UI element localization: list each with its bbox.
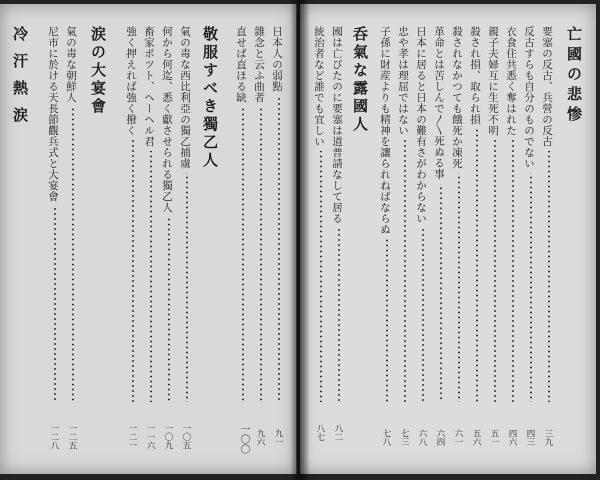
toc-entry xyxy=(486,26,501,406)
book-gutter xyxy=(290,0,310,480)
entry-title: 國は亡びたのに要塞は道普請なして居る xyxy=(331,26,343,224)
section-heading: 敬服すべき獨乙人 xyxy=(201,26,219,170)
page-number: 三九 xyxy=(543,429,553,446)
toc-entry xyxy=(160,26,175,406)
dot-leader xyxy=(181,173,193,402)
toc-entry xyxy=(124,26,139,406)
dot-leader xyxy=(381,239,393,402)
section-heading: 冷汗熱涙 xyxy=(11,26,29,134)
dot-leader xyxy=(333,228,345,402)
page-number: 一〇九 xyxy=(163,424,173,450)
entry-title: 統治者など誰でも宜しい xyxy=(313,26,325,147)
dot-leader xyxy=(399,140,411,402)
toc-entry xyxy=(330,26,345,406)
dot-leader xyxy=(255,107,267,402)
dot-leader xyxy=(49,206,61,402)
page-number: 一〇〇 xyxy=(238,424,249,454)
entry-title: 殺され損、取られ損 xyxy=(469,26,481,125)
page-number: 五六 xyxy=(471,429,481,446)
entry-title: 何から何迄、悉く獻させられる獨乙人 xyxy=(161,26,173,213)
entry-title: 雜念と云ふ曲者 xyxy=(253,26,265,103)
toc-entry xyxy=(142,26,157,406)
dot-leader xyxy=(237,107,249,402)
entry-title: 直せば直ほる缺 xyxy=(235,26,247,103)
section-heading: 涙の大宴會 xyxy=(89,26,107,116)
entry-title: 反古すらも自分のものでない xyxy=(523,26,535,169)
page-number: 四六 xyxy=(507,429,517,446)
toc-entry xyxy=(414,26,429,406)
page-number: 五一 xyxy=(489,429,499,446)
toc-entry xyxy=(252,26,267,406)
toc-entry xyxy=(540,26,555,406)
page-number: 四三 xyxy=(525,429,535,446)
entry-title: 日本人の弱點 xyxy=(271,26,283,92)
toc-entry xyxy=(234,26,249,406)
dot-leader xyxy=(417,228,429,402)
page-number: 一二五 xyxy=(67,424,77,450)
page-number: 一二八 xyxy=(49,424,59,450)
dot-leader xyxy=(507,140,519,402)
right-page xyxy=(300,4,596,474)
dot-leader xyxy=(163,217,175,402)
dot-leader xyxy=(471,129,483,402)
dot-leader xyxy=(273,96,285,402)
toc-entry xyxy=(46,26,61,406)
entry-title: 忠や孝は理屈ではない xyxy=(397,26,409,136)
page-number: 六四 xyxy=(435,429,445,446)
page-number: 一一六 xyxy=(145,424,155,450)
dot-leader xyxy=(315,151,327,402)
entry-title: 衣食住共悉く奪はれた xyxy=(505,26,517,136)
toc-entry xyxy=(468,26,483,406)
toc-entry xyxy=(396,26,411,406)
entry-title: 殺されなかつても餓死か凍死 xyxy=(451,26,463,169)
entry-title: 畜家ポツト、ヘーヘル君 xyxy=(143,26,155,147)
toc-entry xyxy=(270,26,285,406)
dot-leader xyxy=(127,140,139,402)
dot-leader xyxy=(453,173,465,402)
entry-title: 子孫に財産よりも精神を讓られねばならぬ xyxy=(379,26,391,235)
entry-title: 強く押えれば強く撥く xyxy=(125,26,137,136)
dot-leader xyxy=(489,140,501,402)
entry-title: 日本に居ると日本の難有さがわからない xyxy=(415,26,427,224)
page-number: 九一 xyxy=(273,429,283,446)
toc-entry xyxy=(64,26,79,406)
section-heading: 呑氣な露國人 xyxy=(351,26,369,134)
section-heading: 亡國の悲惨 xyxy=(565,26,583,126)
page-number: 一〇五 xyxy=(181,424,191,450)
entry-title: 要塞の反古、兵營の反古 xyxy=(541,26,553,147)
entry-title: 尼市に於ける天長節觀兵式と大宴會 xyxy=(47,26,59,202)
page-number: 六八 xyxy=(417,429,427,446)
dot-leader xyxy=(67,107,79,402)
toc-entry xyxy=(378,26,393,406)
entry-title: 革命とは苦しんで〳〵死ぬる事 xyxy=(433,26,445,180)
page-number: 八二 xyxy=(333,424,343,441)
page-number: 七三 xyxy=(399,429,409,446)
entry-title: 親子夫婦互に生死不明 xyxy=(487,26,499,136)
toc-entry xyxy=(450,26,465,406)
left-page xyxy=(0,4,297,474)
toc-entry xyxy=(504,26,519,406)
page-number: 八七 xyxy=(315,424,325,441)
dot-leader xyxy=(145,151,157,402)
toc-entry xyxy=(312,26,327,406)
toc-entry xyxy=(432,26,447,406)
toc-entry xyxy=(178,26,193,406)
entry-title: 氣の毒な西比利亞の獨乙捕虜 xyxy=(179,26,191,169)
page-number: 七八 xyxy=(381,429,391,446)
page-number: 六一 xyxy=(453,429,463,446)
page-number: 九六 xyxy=(255,429,265,446)
dot-leader xyxy=(543,151,555,402)
entry-title: 氣の毒な朝鮮人 xyxy=(65,26,77,103)
dot-leader xyxy=(525,173,537,402)
dot-leader xyxy=(435,184,447,403)
page-number: 一二一 xyxy=(127,424,137,450)
toc-entry xyxy=(522,26,537,406)
